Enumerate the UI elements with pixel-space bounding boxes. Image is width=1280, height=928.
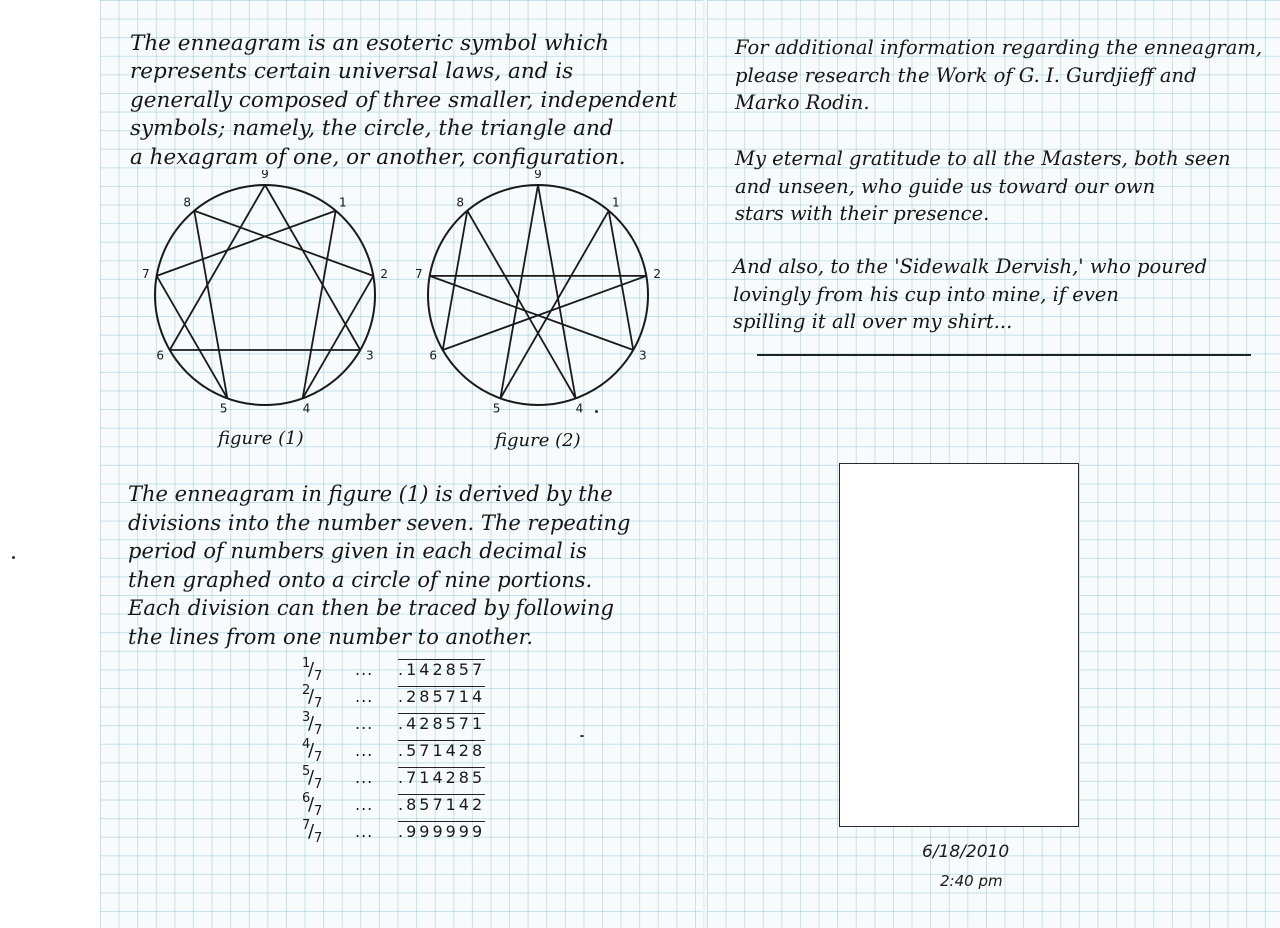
fraction: 6 / 7 — [302, 791, 323, 819]
fraction: 4 / 7 — [302, 737, 323, 765]
figure-1-line — [265, 185, 360, 350]
scan-speck — [580, 735, 584, 737]
body-line: then graphed onto a circle of nine portions. — [128, 567, 593, 592]
repeating-decimal: .571428 — [398, 741, 486, 760]
ellipsis: ... — [355, 768, 374, 787]
denominator: 7 — [314, 696, 323, 711]
fraction: 1 / 7 — [302, 656, 323, 684]
intro-line: represents certain universal laws, and is — [130, 59, 574, 85]
figure-1-line — [170, 185, 265, 350]
figure-1-number-label: 6 — [156, 348, 165, 363]
fraction: 7 / 7 — [302, 818, 323, 846]
photo-placeholder — [839, 463, 1079, 827]
info-paragraph — [735, 34, 1262, 117]
divider-line — [757, 354, 1251, 356]
figure-1-number-label: 1 — [338, 195, 347, 210]
dervish-paragraph — [733, 253, 1207, 336]
figure-1-number-label: 4 — [302, 401, 311, 416]
intro-paragraph — [130, 30, 677, 172]
figure-1-number-label: 3 — [365, 348, 374, 363]
dervish-line: And also, to the 'Sidewalk Dervish,' who poured — [733, 255, 1208, 278]
figure-1-number-label: 8 — [183, 195, 192, 210]
figure-2-line — [443, 276, 647, 350]
figure-2-enneagram — [413, 170, 663, 420]
scan-speck — [12, 556, 15, 559]
figure-2-number-label: 6 — [429, 348, 438, 363]
repeating-decimal: .999999 — [398, 822, 486, 841]
gratitude-line: My eternal gratitude to all the Masters, both seen — [735, 147, 1231, 170]
repeating-decimal: .428571 — [398, 714, 486, 733]
denominator: 7 — [314, 777, 323, 792]
numerator: 5 — [302, 764, 311, 779]
denominator: 7 — [314, 723, 323, 738]
intro-line: symbols; namely, the circle, the triangle and — [130, 116, 614, 142]
numerator: 2 — [302, 683, 311, 698]
figure-2-line — [430, 276, 634, 350]
figure-2-number-label: 2 — [653, 266, 661, 281]
time-text: 2:40 pm — [940, 872, 1003, 890]
figure-1-label: figure (1) — [218, 428, 304, 449]
denominator: 7 — [314, 831, 323, 846]
numerator: 4 — [302, 737, 311, 752]
body-paragraph — [128, 480, 630, 652]
info-line: For additional information regarding the enneagram, — [735, 36, 1263, 59]
repeating-decimal: .714285 — [398, 768, 486, 787]
info-line: please research the Work of G. I. Gurdjieff and — [735, 63, 1197, 87]
figure-2-number-label: 3 — [638, 348, 647, 363]
fraction: 3 / 7 — [302, 710, 323, 738]
gratitude-paragraph — [735, 145, 1231, 228]
dervish-line: spilling it all over my shirt... — [733, 310, 1013, 333]
denominator: 7 — [314, 750, 323, 765]
ellipsis: ... — [355, 714, 374, 733]
intro-line: The enneagram is an esoteric symbol which — [130, 31, 610, 56]
intro-line: a hexagram of one, or another, configuration. — [130, 144, 626, 170]
numerator: 6 — [302, 791, 311, 806]
gratitude-line: stars with their presence. — [735, 202, 990, 225]
dervish-line: lovingly from his cup into mine, if even — [733, 282, 1119, 306]
repeating-decimal: .142857 — [398, 660, 486, 679]
ellipsis: ... — [355, 795, 374, 814]
denominator: 7 — [314, 669, 323, 684]
body-line: period of numbers given in each decimal is — [128, 539, 587, 564]
ellipsis: ... — [355, 822, 374, 841]
gratitude-line: and unseen, who guide us toward our own — [735, 174, 1156, 198]
figure-1-number-label: 7 — [142, 266, 150, 281]
figure-2-number-label: 4 — [575, 401, 584, 416]
figure-2-number-label: 7 — [415, 266, 423, 281]
body-line: divisions into the number seven. The repeating — [128, 510, 631, 535]
figure-2-label: figure (2) — [495, 430, 581, 451]
figure-1-enneagram — [140, 170, 390, 420]
numerator: 3 — [302, 710, 311, 725]
body-line: The enneagram in figure (1) is derived by the — [128, 482, 613, 506]
numerator: 7 — [302, 818, 311, 833]
figure-2-number-label: 8 — [456, 195, 465, 210]
figure-2-line — [609, 211, 634, 350]
fraction: 5 / 7 — [302, 764, 323, 792]
figure-2-number-label: 9 — [534, 170, 542, 181]
scan-speck — [595, 410, 598, 413]
figure-1-number-label: 5 — [219, 401, 228, 416]
figure-2-circle — [428, 185, 648, 405]
figure-1-number-label: 9 — [261, 170, 269, 181]
body-line: Each division can then be traced by following — [128, 596, 614, 621]
repeating-decimal: .857142 — [398, 795, 486, 814]
figure-2-number-label: 1 — [611, 195, 620, 210]
fraction: 2 / 7 — [302, 683, 323, 711]
info-line: Marko Rodin. — [735, 91, 870, 114]
repeating-decimal: .285714 — [398, 687, 486, 706]
numerator: 1 — [302, 656, 311, 671]
body-line: the lines from one number to another. — [128, 624, 534, 649]
figure-2-number-label: 5 — [492, 401, 501, 416]
figure-1-circle — [155, 185, 375, 405]
figure-2-line — [443, 211, 468, 350]
ellipsis: ... — [355, 660, 374, 679]
denominator: 7 — [314, 804, 323, 819]
date-text: 6/18/2010 — [922, 842, 1010, 862]
ellipsis: ... — [355, 741, 374, 760]
ellipsis: ... — [355, 687, 374, 706]
figure-1-number-label: 2 — [380, 266, 388, 281]
intro-line: generally composed of three smaller, independent — [130, 87, 677, 113]
